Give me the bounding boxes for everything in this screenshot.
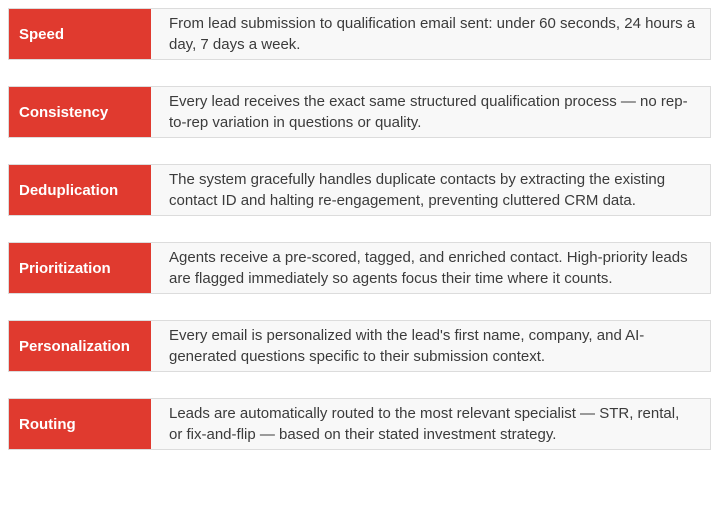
feature-description <box>151 243 710 293</box>
feature-description <box>151 9 710 59</box>
feature-description-text: From lead submission to qualification email sent: under 60 seconds, 24 hours a day, 7 days a week. <box>169 15 696 53</box>
feature-description-text: Agents receive a pre-scored, tagged, and enriched contact. High-priority leads are flagged immediately so agents focus their time where it counts. <box>169 249 688 287</box>
feature-term <box>9 9 151 59</box>
feature-description <box>151 321 710 371</box>
feature-description <box>151 87 710 137</box>
feature-term-label: Speed <box>19 25 65 43</box>
feature-description <box>151 165 710 215</box>
feature-row-deduplication <box>8 164 711 216</box>
feature-row-consistency <box>8 86 711 138</box>
feature-term <box>9 243 151 293</box>
feature-description <box>151 399 710 449</box>
feature-term <box>9 87 151 137</box>
feature-term-label: Routing <box>19 415 76 433</box>
feature-row-speed <box>8 8 711 60</box>
feature-description-text: Every email is personalized with the lead's first name, company, and AI-generated questions specific to their submission context. <box>169 327 645 365</box>
feature-term-label: Deduplication <box>19 181 119 199</box>
feature-term <box>9 399 151 449</box>
feature-term-label: Prioritization <box>19 259 111 277</box>
feature-description-text: The system gracefully handles duplicate contacts by extracting the existing contact ID and halting re-engagement, preventing cluttered CRM data. <box>169 171 666 209</box>
feature-row-routing <box>8 398 711 450</box>
feature-row-prioritization <box>8 242 711 294</box>
feature-description-text: Leads are automatically routed to the most relevant specialist — STR, rental, or fix-and-flip — based on their stated investment strategy. <box>169 405 680 443</box>
feature-term <box>9 165 151 215</box>
feature-description-text: Every lead receives the exact same structured qualification process — no rep-to-rep variation in questions or quality. <box>169 93 688 131</box>
feature-term-label: Consistency <box>19 103 109 121</box>
feature-term-label: Personalization <box>19 337 130 355</box>
feature-term <box>9 321 151 371</box>
feature-row-personalization <box>8 320 711 372</box>
